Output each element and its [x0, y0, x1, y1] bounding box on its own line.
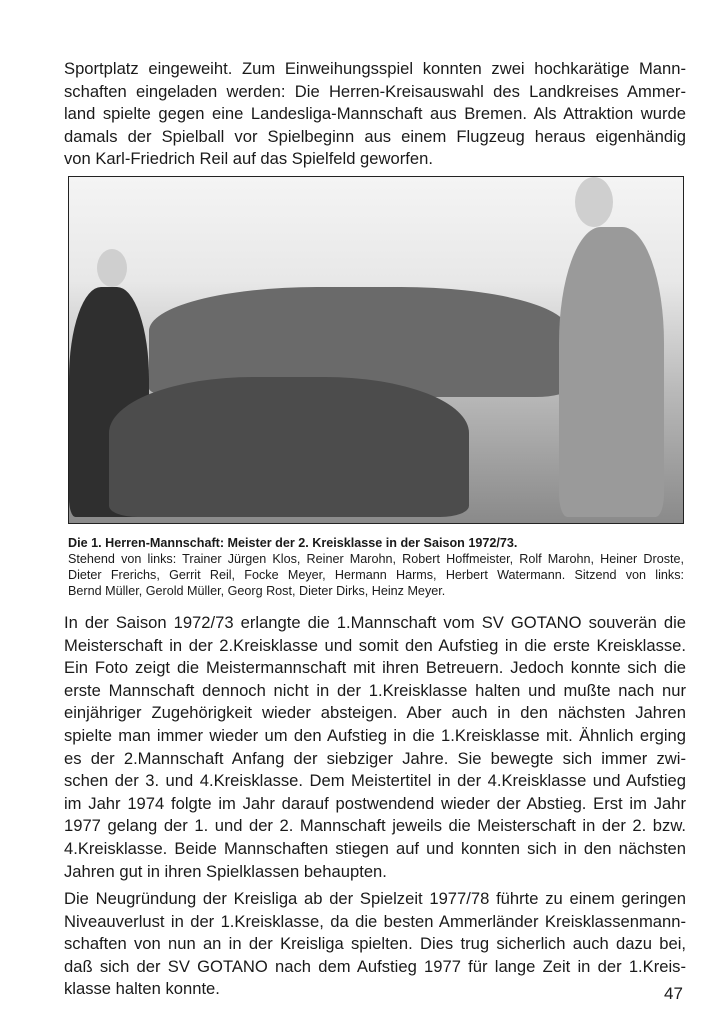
text-line: spielte man immer wieder um den Aufstieg in die 1.Kreisklasse mit. Ähnlich erging — [64, 725, 686, 745]
caption-line: Bernd Müller, Gerold Müller, Georg Rost, Dieter Dirks, Heinz Meyer. — [68, 584, 446, 598]
text-line: erste Mannschaft dennoch nicht in der 1.Kreisklasse halten und mußte nach nur — [64, 680, 686, 700]
text-line: im Jahr 1974 folgte im Jahr darauf postwendend wieder der Abstieg. Erst im Jahr — [64, 793, 686, 813]
intro-paragraph — [64, 58, 686, 171]
text-line: Niveauverlust in der 1.Kreisklasse, da die besten Ammerländer Kreisklassenmann- — [64, 911, 686, 931]
text-line: schen der 3. und 4.Kreisklasse. Dem Meistertitel in der 4.Kreisklasse und Aufstieg — [64, 771, 686, 791]
text-line: Sportplatz eingeweiht. Zum Einweihungsspiel konnten zwei hochkarätige Mann- — [64, 59, 686, 78]
caption-line: Dieter Frerichs, Gerrit Reil, Focke Meyer, Hermann Harms, Herbert Watermann. Sitzend von links: — [68, 568, 684, 582]
text-line: von Karl-Friedrich Reil auf das Spielfeld geworfen. — [64, 149, 433, 169]
paragraph-2 — [64, 612, 686, 883]
text-line: es der 2.Mannschaft Anfang der siebziger Jahre. Sie bewegte sich immer zwi- — [64, 748, 686, 768]
caption-line: Stehend von links: Trainer Jürgen Klos, Reiner Marohn, Robert Hoffmeister, Rolf Marohn, Heiner Droste, — [68, 552, 684, 566]
text-line: Ein Foto zeigt die Meistermannschaft mit ihren Betreuern. Jedoch konnte sich die — [64, 658, 686, 678]
text-line: einjähriger Zugehörigkeit wieder absteigen. Aber auch in den nächsten Jahren — [64, 703, 686, 723]
text-line: damals der Spielball vor Spielbeginn aus einem Flugzeug heraus eigenhändig — [64, 126, 686, 146]
photo-caption — [68, 535, 684, 599]
text-line: 4.Kreisklasse. Beide Mannschaften stiegen auf und konnten sich in den nächsten — [64, 838, 686, 858]
caption-title: Die 1. Herren-Mannschaft: Meister der 2. Kreisklasse in der Saison 1972/73. — [68, 536, 518, 550]
text-line: schaften eingeladen werden: Die Herren-Kreisauswahl des Landkreises Ammer- — [64, 81, 686, 101]
team-photo — [68, 176, 684, 524]
text-line: Die Neugründung der Kreisliga ab der Spielzeit 1977/78 führte zu einem geringen — [64, 889, 686, 908]
page-number: 47 — [664, 984, 683, 1003]
text-line: daß sich der SV GOTANO nach dem Aufstieg 1977 für lange Zeit in der 1.Kreis- — [64, 956, 686, 976]
text-line: Jahren gut in ihren Spielklassen behaupten. — [64, 861, 387, 881]
paragraph-3 — [64, 888, 686, 1001]
text-line: land spielte gegen eine Landesliga-Mannschaft aus Bremen. Als Attraktion wurde — [64, 104, 686, 124]
text-line: 1977 gelang der 1. und der 2. Mannschaft jeweils die Meisterschaft in der 2. bzw. — [64, 816, 686, 836]
text-line: schaften von nun an in der Kreisliga spielten. Dies trug sicherlich auch dazu bei, — [64, 934, 686, 954]
text-line: klasse halten konnte. — [64, 979, 220, 999]
text-line: Meisterschaft in der 2.Kreisklasse und somit den Aufstieg in die erste Kreisklasse. — [64, 635, 686, 655]
text-line: In der Saison 1972/73 erlangte die 1.Mannschaft vom SV GOTANO souverän die — [64, 613, 686, 632]
